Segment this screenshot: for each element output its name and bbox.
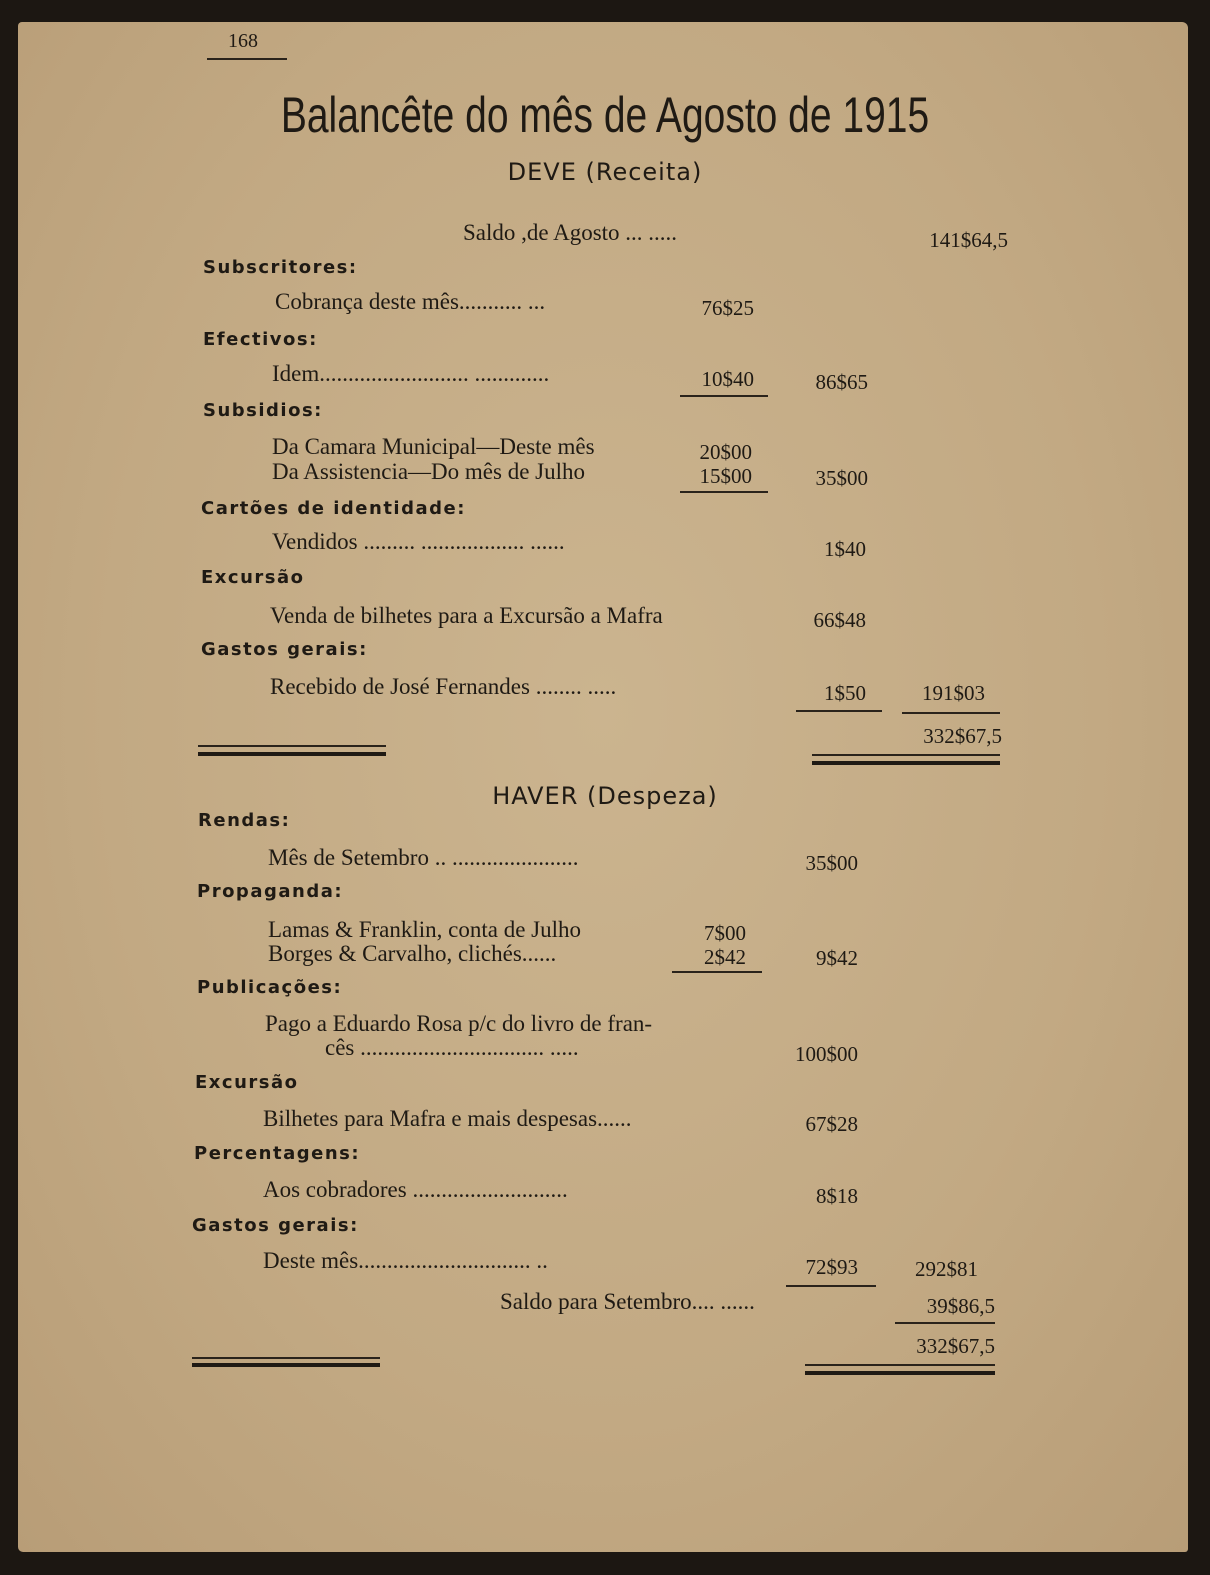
haver-right-thick-rule — [805, 1371, 995, 1375]
subsidios-line-1: Da Camara Municipal—Deste mês — [272, 434, 595, 459]
efectivos-line: Idem.......................... ............. — [272, 361, 550, 386]
excursao-heading: Excursão — [201, 567, 305, 588]
haver-excursao-heading: Excursão — [195, 1072, 299, 1093]
deve-total: 332$67,5 — [923, 724, 1002, 748]
haver-excursao-line: Bilhetes para Mafra e mais despesas...... — [263, 1106, 632, 1131]
cartoes-subtotal: 1$40 — [824, 537, 866, 561]
percentagens-line: Aos cobradores ........................... — [263, 1177, 568, 1202]
percentagens-subtotal: 8$18 — [816, 1184, 858, 1208]
rendas-subtotal: 35$00 — [805, 851, 858, 875]
publicacoes-heading: Publicações: — [197, 977, 343, 998]
haver-gastos-subtotal: 72$93 — [805, 1255, 858, 1279]
haver-gastos-rule — [786, 1285, 876, 1287]
deve-sum: 191$03 — [922, 681, 985, 705]
subsidios-value-2: 15$00 — [699, 464, 752, 488]
haver-heading: HAVER (Despeza) — [492, 782, 718, 810]
publicacoes-line-1: Pago a Eduardo Rosa p/c do livro de fran- — [265, 1011, 653, 1036]
publicacoes-line-2: cês ................................ ..... — [325, 1035, 579, 1060]
subsidios-line-2: Da Assistencia—Do mês de Julho — [272, 459, 586, 484]
efectivos-value: 10$40 — [701, 367, 754, 391]
page-number-rule — [207, 58, 287, 60]
haver-gastos-line: Deste mês.............................. .. — [263, 1248, 548, 1273]
gastos-subtotal: 1$50 — [824, 681, 866, 705]
propaganda-line-1: Lamas & Franklin, conta de Julho — [268, 917, 581, 942]
haver-saldo-label: Saldo para Setembro.... ...... — [500, 1289, 755, 1314]
subsidios-value-1: 20$00 — [699, 440, 752, 464]
haver-gastos-heading: Gastos gerais: — [192, 1215, 359, 1236]
deve-heading: DEVE (Receita) — [507, 158, 703, 186]
deve-left-thick-rule — [198, 752, 386, 756]
haver-left-thick-rule — [192, 1363, 380, 1367]
deve-right-thick-rule — [812, 761, 1000, 765]
haver-sum-rule — [895, 1322, 995, 1324]
haver-total: 332$67,5 — [916, 1334, 995, 1358]
deve-saldo-value: 141$64,5 — [929, 228, 1008, 252]
propaganda-value-1: 7$00 — [704, 921, 746, 945]
haver-left-thin-rule — [192, 1357, 380, 1359]
cartoes-heading: Cartões de identidade: — [201, 498, 466, 519]
subscritores-line: Cobrança deste mês........... ... — [275, 289, 546, 314]
propaganda-heading: Propaganda: — [197, 881, 344, 902]
excursao-line: Venda de bilhetes para a Excursão a Mafra — [270, 603, 663, 628]
efectivos-heading: Efectivos: — [203, 329, 318, 350]
publicacoes-subtotal: 100$00 — [795, 1042, 858, 1066]
rendas-heading: Rendas: — [198, 810, 291, 831]
propaganda-rule — [672, 971, 762, 973]
excursao-subtotal: 66$48 — [813, 608, 866, 632]
rendas-line: Mês de Setembro .. ...................... — [268, 845, 579, 870]
subscritores-value: 76$25 — [701, 296, 754, 320]
haver-excursao-subtotal: 67$28 — [805, 1112, 858, 1136]
subsidios-rule — [680, 491, 768, 493]
deve-right-thin-rule — [812, 754, 1000, 756]
haver-right-thin-rule — [805, 1364, 995, 1366]
subsidios-subtotal: 35$00 — [815, 466, 868, 490]
propaganda-line-2: Borges & Carvalho, clichés...... — [268, 941, 557, 966]
page-number: 168 — [228, 30, 258, 52]
gastos-heading: Gastos gerais: — [201, 639, 368, 660]
subsidios-heading: Subsidios: — [203, 400, 323, 421]
gastos-line: Recebido de José Fernandes ........ ..... — [270, 674, 617, 699]
deve-sum-rule — [902, 712, 1000, 714]
page-title: Balancête do mês de Agosto de 1915 — [280, 87, 930, 143]
haver-sum: 292$81 — [915, 1257, 978, 1281]
cartoes-line: Vendidos ......... .................. ...... — [272, 529, 565, 554]
efectivos-rule — [680, 395, 768, 397]
propaganda-subtotal: 9$42 — [816, 946, 858, 970]
efectivos-subtotal: 86$65 — [815, 370, 868, 394]
subscritores-heading: Subscritores: — [203, 257, 358, 278]
haver-saldo-value: 39$86,5 — [926, 1294, 995, 1318]
deve-left-thin-rule — [198, 745, 386, 747]
percentagens-heading: Percentagens: — [194, 1143, 361, 1164]
propaganda-value-2: 2$42 — [704, 945, 746, 969]
deve-saldo-label: Saldo ,de Agosto ... ..... — [463, 220, 678, 245]
gastos-rule — [796, 710, 882, 712]
